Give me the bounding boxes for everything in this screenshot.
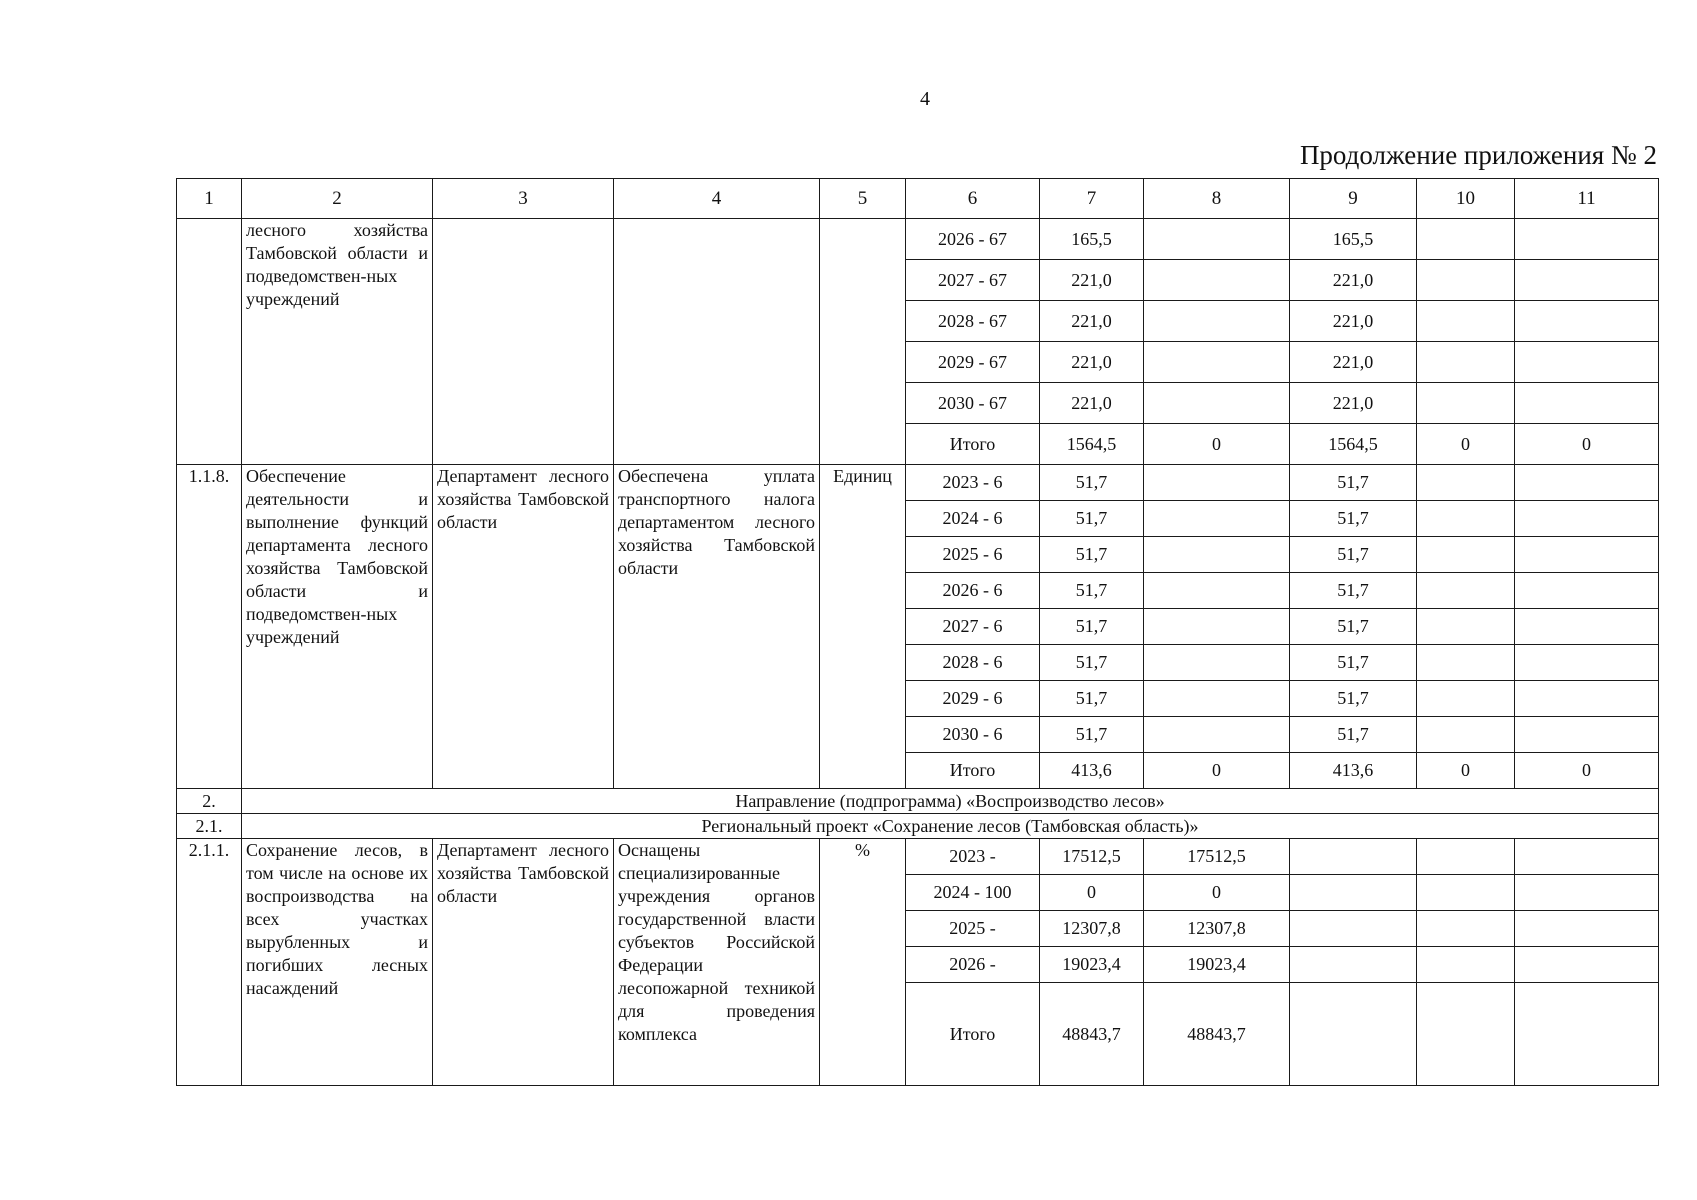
total-cell: 51,7: [1040, 465, 1144, 501]
federal-budget-cell: [1144, 383, 1290, 424]
regional-budget-cell: 413,6: [1290, 753, 1417, 789]
other-sources-cell: [1515, 465, 1659, 501]
header-cell: 8: [1144, 179, 1290, 219]
local-budget-cell: [1417, 537, 1515, 573]
year-value-cell: 2030 - 67: [906, 383, 1040, 424]
local-budget-cell: [1417, 501, 1515, 537]
federal-budget-cell: 12307,8: [1144, 911, 1290, 947]
year-value-cell: 2029 - 6: [906, 681, 1040, 717]
local-budget-cell: [1417, 681, 1515, 717]
regional-budget-cell: [1290, 911, 1417, 947]
year-value-cell: 2026 -: [906, 947, 1040, 983]
table-header-row: [177, 179, 1659, 219]
unit-cell: [820, 219, 906, 465]
other-sources-cell: [1515, 839, 1659, 875]
local-budget-cell: [1417, 573, 1515, 609]
total-cell: 51,7: [1040, 717, 1144, 753]
header-cell: 9: [1290, 179, 1417, 219]
regional-budget-cell: 165,5: [1290, 219, 1417, 260]
other-sources-cell: 0: [1515, 424, 1659, 465]
item-name-cell: лесного хозяйства Тамбовской области и подведомствен-ных учреждений: [242, 219, 433, 465]
total-cell: 413,6: [1040, 753, 1144, 789]
year-value-cell: 2024 - 6: [906, 501, 1040, 537]
executor-cell: [433, 219, 614, 465]
federal-budget-cell: [1144, 219, 1290, 260]
federal-budget-cell: 19023,4: [1144, 947, 1290, 983]
local-budget-cell: [1417, 465, 1515, 501]
total-cell: 51,7: [1040, 609, 1144, 645]
other-sources-cell: [1515, 717, 1659, 753]
local-budget-cell: 0: [1417, 753, 1515, 789]
regional-budget-cell: 51,7: [1290, 465, 1417, 501]
total-cell: 221,0: [1040, 301, 1144, 342]
year-value-cell: 2026 - 67: [906, 219, 1040, 260]
federal-budget-cell: 0: [1144, 753, 1290, 789]
total-cell: 51,7: [1040, 573, 1144, 609]
local-budget-cell: [1417, 609, 1515, 645]
other-sources-cell: [1515, 911, 1659, 947]
other-sources-cell: [1515, 983, 1659, 1086]
section-row: [177, 789, 1659, 814]
total-cell: 221,0: [1040, 260, 1144, 301]
local-budget-cell: [1417, 342, 1515, 383]
header-cell: 2: [242, 179, 433, 219]
regional-budget-cell: 51,7: [1290, 573, 1417, 609]
regional-budget-cell: 221,0: [1290, 301, 1417, 342]
item-number-cell: 2.1.1.: [177, 839, 242, 1086]
year-value-cell: 2027 - 6: [906, 609, 1040, 645]
total-cell: 51,7: [1040, 501, 1144, 537]
item-number-cell: 1.1.8.: [177, 465, 242, 789]
other-sources-cell: [1515, 260, 1659, 301]
table-row: [177, 465, 1659, 501]
federal-budget-cell: [1144, 573, 1290, 609]
item-name-cell: Обеспечение деятельности и выполнение функций департамента лесного хозяйства Тамбовской области и подведомствен-ных учреждений: [242, 465, 433, 789]
year-value-cell: 2025 -: [906, 911, 1040, 947]
regional-budget-cell: 221,0: [1290, 383, 1417, 424]
total-cell: 17512,5: [1040, 839, 1144, 875]
result-cell: Обеспечена уплата транспортного налога департаментом лесного хозяйства Тамбовской области: [614, 465, 820, 789]
total-cell: 0: [1040, 875, 1144, 911]
year-value-cell: 2027 - 67: [906, 260, 1040, 301]
header-cell: 1: [177, 179, 242, 219]
result-cell: Оснащены специализированные учреждения органов государственной власти субъектов Российской Федерации лесопожарной техникой для проведения комплекса: [614, 839, 820, 1086]
regional-budget-cell: 1564,5: [1290, 424, 1417, 465]
executor-cell: Департамент лесного хозяйства Тамбовской области: [433, 839, 614, 1086]
executor-cell: Департамент лесного хозяйства Тамбовской области: [433, 465, 614, 789]
table-body: [177, 179, 1659, 1086]
local-budget-cell: [1417, 645, 1515, 681]
local-budget-cell: [1417, 911, 1515, 947]
other-sources-cell: 0: [1515, 753, 1659, 789]
section-number-cell: 2.: [177, 789, 242, 814]
federal-budget-cell: 0: [1144, 424, 1290, 465]
other-sources-cell: [1515, 573, 1659, 609]
other-sources-cell: [1515, 645, 1659, 681]
page-number: 4: [920, 88, 930, 110]
item-number-cell: [177, 219, 242, 465]
year-value-cell: 2023 - 6: [906, 465, 1040, 501]
header-cell: 10: [1417, 179, 1515, 219]
other-sources-cell: [1515, 383, 1659, 424]
regional-budget-cell: [1290, 839, 1417, 875]
local-budget-cell: [1417, 717, 1515, 753]
other-sources-cell: [1515, 301, 1659, 342]
header-cell: 4: [614, 179, 820, 219]
federal-budget-cell: [1144, 609, 1290, 645]
federal-budget-cell: [1144, 501, 1290, 537]
local-budget-cell: [1417, 947, 1515, 983]
federal-budget-cell: [1144, 260, 1290, 301]
year-value-cell: 2025 - 6: [906, 537, 1040, 573]
other-sources-cell: [1515, 501, 1659, 537]
federal-budget-cell: [1144, 681, 1290, 717]
year-value-cell: 2029 - 67: [906, 342, 1040, 383]
local-budget-cell: [1417, 383, 1515, 424]
federal-budget-cell: [1144, 342, 1290, 383]
total-cell: 48843,7: [1040, 983, 1144, 1086]
regional-budget-cell: 51,7: [1290, 501, 1417, 537]
regional-budget-cell: 51,7: [1290, 609, 1417, 645]
regional-budget-cell: 51,7: [1290, 537, 1417, 573]
total-cell: 12307,8: [1040, 911, 1144, 947]
regional-budget-cell: [1290, 983, 1417, 1086]
total-cell: 221,0: [1040, 342, 1144, 383]
year-value-cell: Итого: [906, 424, 1040, 465]
table-row: [177, 839, 1659, 875]
federal-budget-cell: [1144, 645, 1290, 681]
year-value-cell: 2028 - 67: [906, 301, 1040, 342]
header-cell: 6: [906, 179, 1040, 219]
local-budget-cell: 0: [1417, 424, 1515, 465]
section-row: [177, 814, 1659, 839]
local-budget-cell: [1417, 839, 1515, 875]
appendix-title: Продолжение приложения № 2: [1299, 140, 1657, 170]
header-cell: 3: [433, 179, 614, 219]
year-value-cell: 2026 - 6: [906, 573, 1040, 609]
other-sources-cell: [1515, 681, 1659, 717]
unit-cell: Единиц: [820, 465, 906, 789]
federal-budget-cell: [1144, 301, 1290, 342]
other-sources-cell: [1515, 875, 1659, 911]
total-cell: 51,7: [1040, 681, 1144, 717]
other-sources-cell: [1515, 342, 1659, 383]
federal-budget-cell: [1144, 537, 1290, 573]
other-sources-cell: [1515, 219, 1659, 260]
federal-budget-cell: [1144, 465, 1290, 501]
total-cell: 1564,5: [1040, 424, 1144, 465]
regional-budget-cell: 221,0: [1290, 260, 1417, 301]
total-cell: 51,7: [1040, 645, 1144, 681]
year-value-cell: 2030 - 6: [906, 717, 1040, 753]
year-value-cell: Итого: [906, 983, 1040, 1086]
unit-cell: %: [820, 839, 906, 1086]
local-budget-cell: [1417, 219, 1515, 260]
other-sources-cell: [1515, 537, 1659, 573]
total-cell: 51,7: [1040, 537, 1144, 573]
federal-budget-cell: 48843,7: [1144, 983, 1290, 1086]
local-budget-cell: [1417, 875, 1515, 911]
federal-budget-cell: 0: [1144, 875, 1290, 911]
total-cell: 221,0: [1040, 383, 1144, 424]
header-cell: 11: [1515, 179, 1659, 219]
regional-budget-cell: [1290, 947, 1417, 983]
total-cell: 165,5: [1040, 219, 1144, 260]
section-title-cell: Направление (подпрограмма) «Воспроизводство лесов»: [242, 789, 1659, 814]
total-cell: 19023,4: [1040, 947, 1144, 983]
header-cell: 5: [820, 179, 906, 219]
regional-budget-cell: 51,7: [1290, 681, 1417, 717]
section-title-cell: Региональный проект «Сохранение лесов (Тамбовская область)»: [242, 814, 1659, 839]
federal-budget-cell: [1144, 717, 1290, 753]
regional-budget-cell: 51,7: [1290, 717, 1417, 753]
table-row: [177, 219, 1659, 260]
year-value-cell: 2024 - 100: [906, 875, 1040, 911]
federal-budget-cell: 17512,5: [1144, 839, 1290, 875]
item-name-cell: Сохранение лесов, в том числе на основе их воспроизводства на всех участках вырубленных и погибших лесных насаждений: [242, 839, 433, 1086]
regional-budget-cell: 221,0: [1290, 342, 1417, 383]
section-number-cell: 2.1.: [177, 814, 242, 839]
local-budget-cell: [1417, 301, 1515, 342]
result-cell: [614, 219, 820, 465]
local-budget-cell: [1417, 983, 1515, 1086]
year-value-cell: 2028 - 6: [906, 645, 1040, 681]
year-value-cell: Итого: [906, 753, 1040, 789]
other-sources-cell: [1515, 947, 1659, 983]
regional-budget-cell: 51,7: [1290, 645, 1417, 681]
regional-budget-cell: [1290, 875, 1417, 911]
appendix-table: [176, 178, 1659, 1086]
year-value-cell: 2023 -: [906, 839, 1040, 875]
other-sources-cell: [1515, 609, 1659, 645]
header-cell: 7: [1040, 179, 1144, 219]
local-budget-cell: [1417, 260, 1515, 301]
